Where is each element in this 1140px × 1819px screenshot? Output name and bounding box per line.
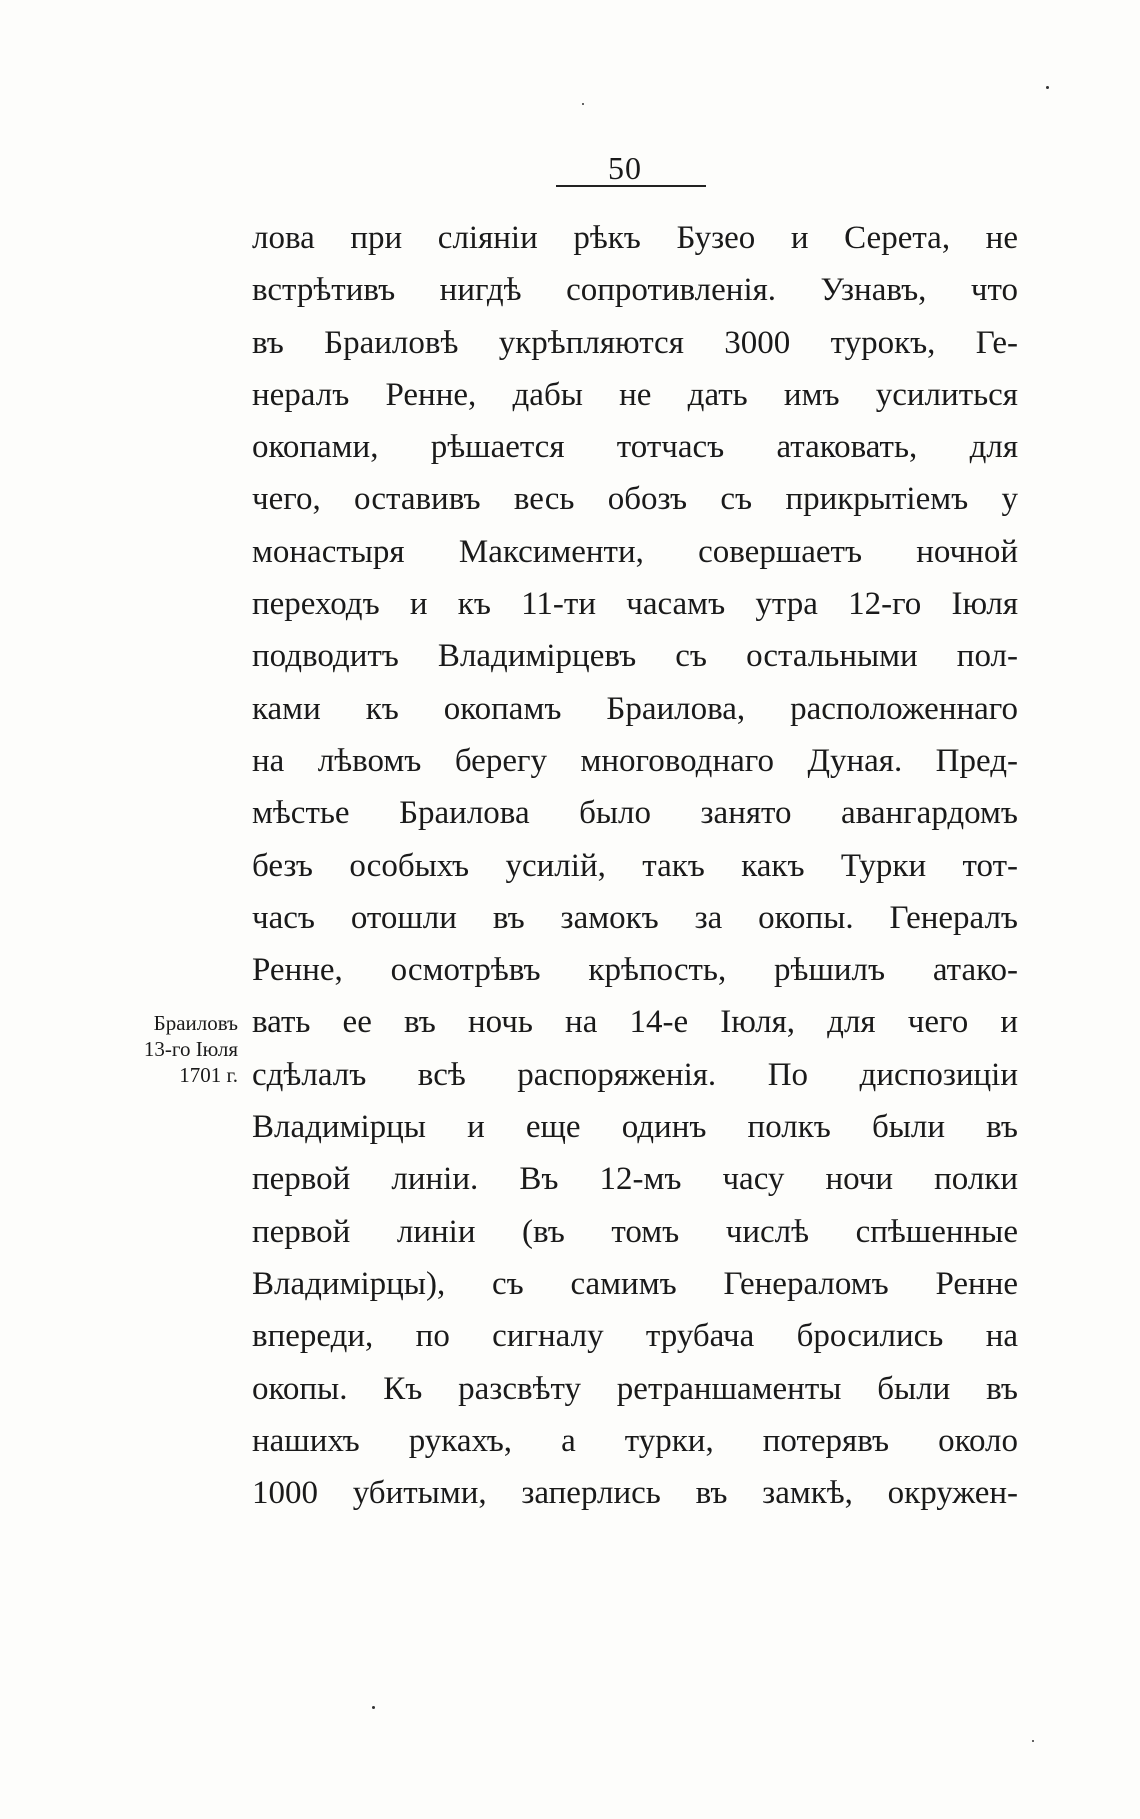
text-line: монастыря Максименти, совершаетъ ночной <box>252 533 1018 570</box>
text-line: вать ее въ ночь на 14-е Іюля, для чего и <box>252 1004 1018 1041</box>
text-line: впереди, по сигналу трубача бросились на <box>252 1318 1018 1355</box>
text-line: лова при сліяніи рѣкъ Бузео и Серета, не <box>252 220 1018 256</box>
page-number: 50 <box>608 150 642 186</box>
text-line: 1000 убитыми, заперлись въ замкѣ, окружен- <box>252 1475 1018 1512</box>
text-line: часъ отошли въ замокъ за окопы. Генералъ <box>252 899 1018 936</box>
margin-note-line: 13-го Іюля <box>143 1037 238 1061</box>
margin-note-line: Браиловъ <box>153 1011 238 1035</box>
text-line: первой линіи. Въ 12-мъ часу ночи полки <box>252 1161 1018 1198</box>
body-text <box>252 212 1018 1519</box>
text-line: подводитъ Владимірцевъ съ остальными пол- <box>252 638 1018 675</box>
text-line: сдѣлалъ всѣ распоряженія. По диспозиціи <box>252 1056 1018 1093</box>
text-line: чего, оставивъ весь обозъ съ прикрытіемъ у <box>252 481 1018 518</box>
text-line: первой линіи (въ томъ числѣ спѣшенные <box>252 1213 1018 1250</box>
text-line: переходъ и къ 11-ти часамъ утра 12-го Іюля <box>252 586 1018 623</box>
text-line: окопы. Къ разсвѣту ретраншаменты были въ <box>252 1370 1018 1407</box>
print-speck <box>1032 1740 1034 1742</box>
text-line: на лѣвомъ берегу многоводнаго Дуная. Пред- <box>252 742 1018 779</box>
print-speck <box>1046 86 1049 89</box>
text-line: въ Браиловѣ укрѣпляются 3000 турокъ, Ге- <box>252 324 1018 361</box>
text-line: безъ особыхъ усилій, такъ какъ Турки тот- <box>252 847 1018 884</box>
page-number-rule <box>556 185 706 187</box>
text-line: окопами, рѣшается тотчасъ атаковать, для <box>252 429 1018 466</box>
text-line: встрѣтивъ нигдѣ сопротивленія. Узнавъ, что <box>252 272 1018 309</box>
margin-note <box>108 1010 238 1088</box>
text-line: Владимірцы и еще одинъ полкъ были въ <box>252 1109 1018 1146</box>
print-speck <box>372 1706 375 1709</box>
text-line: нашихъ рукахъ, а турки, потерявъ около <box>252 1422 1018 1459</box>
text-line: Ренне, осмотрѣвъ крѣпость, рѣшилъ атако- <box>252 952 1018 989</box>
text-line: ками къ окопамъ Браилова, расположеннаго <box>252 690 1018 727</box>
text-line: мѣстье Браилова было занято авангардомъ <box>252 795 1018 832</box>
text-line: Владимірцы), съ самимъ Генераломъ Ренне <box>252 1265 1018 1302</box>
margin-note-line: 1701 г. <box>179 1063 238 1087</box>
print-speck <box>582 103 584 105</box>
text-line: нералъ Ренне, дабы не дать имъ усилиться <box>252 376 1018 413</box>
